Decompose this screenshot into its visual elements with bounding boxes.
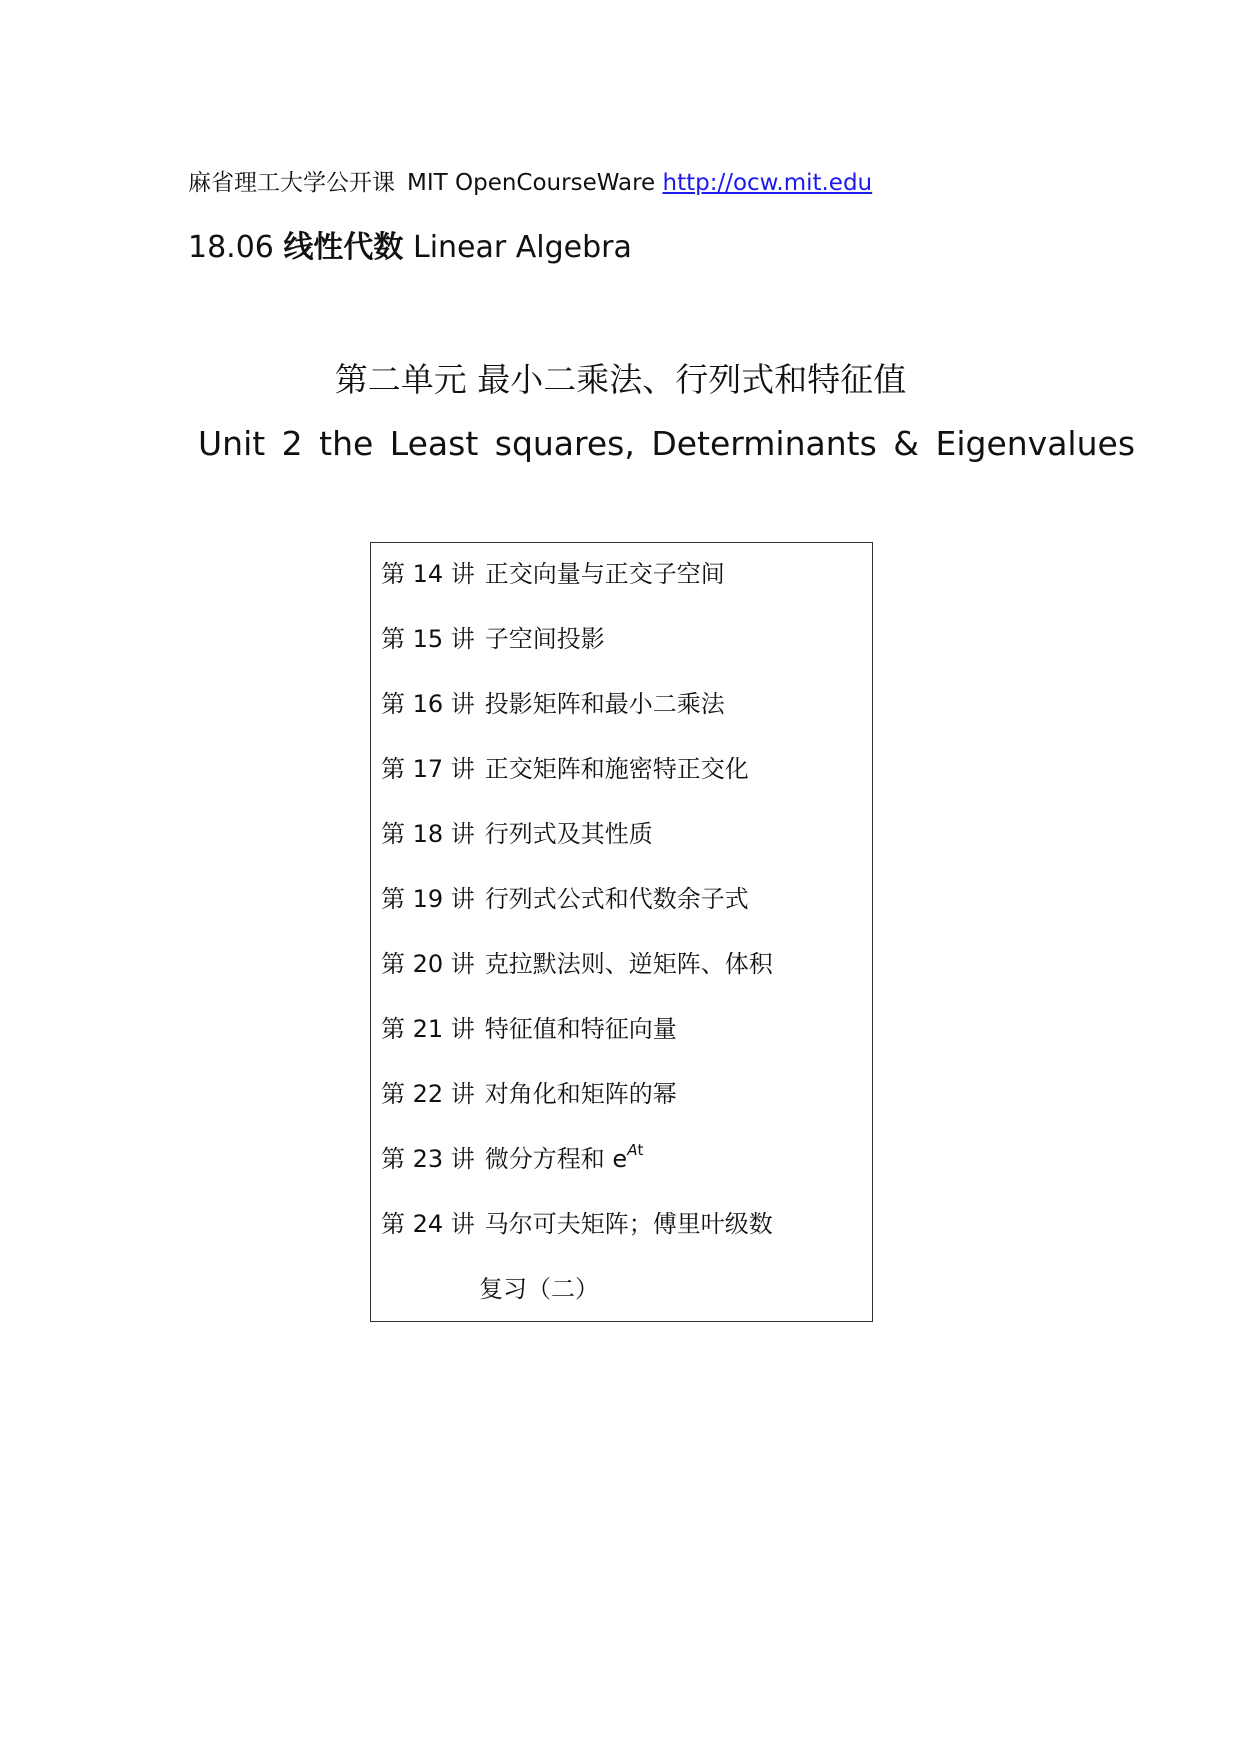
lecture-item [381, 1077, 773, 1142]
lecture-number: 第 18 讲 [381, 820, 475, 848]
review-item: 复习（二） [479, 1275, 599, 1303]
lecture-table [370, 542, 873, 1322]
course-title [188, 229, 632, 267]
lecture-title: 行列式公式和代数余子式 [484, 885, 749, 913]
unit-title-en: Unit 2 the Least squares, Determinants & Eigenvalues [198, 424, 1136, 463]
exponent-matrix: A [627, 1141, 638, 1159]
lecture-number: 第 20 讲 [381, 950, 475, 978]
lecture-item [381, 1142, 773, 1207]
lecture-item [381, 1207, 773, 1272]
lecture-title: 正交矩阵和施密特正交化 [484, 755, 749, 783]
lecture-item [381, 557, 773, 622]
lecture-title: 子空间投影 [484, 625, 605, 653]
course-title-en: Linear Algebra [412, 230, 632, 265]
lecture-item [381, 817, 773, 882]
lecture-item [381, 687, 773, 752]
institution-text: 麻省理工大学公开课 [188, 170, 395, 196]
exponent-time: t [637, 1141, 644, 1159]
lecture-title: 克拉默法则、逆矩阵、体积 [484, 950, 773, 978]
lecture-title: 投影矩阵和最小二乘法 [484, 690, 725, 718]
lecture-item [381, 1012, 773, 1077]
course-title-cn: 线性代数 [283, 230, 404, 265]
lecture-title: 对角化和矩阵的幂 [484, 1080, 677, 1108]
lecture-title: 特征值和特征向量 [484, 1015, 677, 1043]
lecture-title: 微分方程和 e [484, 1145, 628, 1173]
lecture-number: 第 24 讲 [381, 1210, 475, 1238]
header-line [188, 168, 872, 198]
lecture-list [381, 557, 773, 1272]
lecture-number: 第 23 讲 [381, 1145, 475, 1173]
lecture-item [381, 622, 773, 687]
lecture-item [381, 752, 773, 817]
program-text: MIT OpenCourseWare [407, 170, 656, 196]
lecture-number: 第 15 讲 [381, 625, 475, 653]
lecture-title: 正交向量与正交子空间 [484, 560, 725, 588]
ocw-link[interactable]: http://ocw.mit.edu [662, 170, 873, 196]
lecture-item [381, 947, 773, 1012]
lecture-number: 第 17 讲 [381, 755, 475, 783]
unit-title-cn: 第二单元 最小二乘法、行列式和特征值 [334, 360, 907, 399]
lecture-number: 第 14 讲 [381, 560, 475, 588]
course-number: 18.06 [188, 230, 274, 265]
lecture-number: 第 22 讲 [381, 1080, 475, 1108]
lecture-number: 第 16 讲 [381, 690, 475, 718]
lecture-title: 马尔可夫矩阵；傅里叶级数 [484, 1210, 773, 1238]
lecture-number: 第 21 讲 [381, 1015, 475, 1043]
lecture-number: 第 19 讲 [381, 885, 475, 913]
lecture-item [381, 882, 773, 947]
lecture-title: 行列式及其性质 [484, 820, 653, 848]
exponent [627, 1141, 643, 1159]
